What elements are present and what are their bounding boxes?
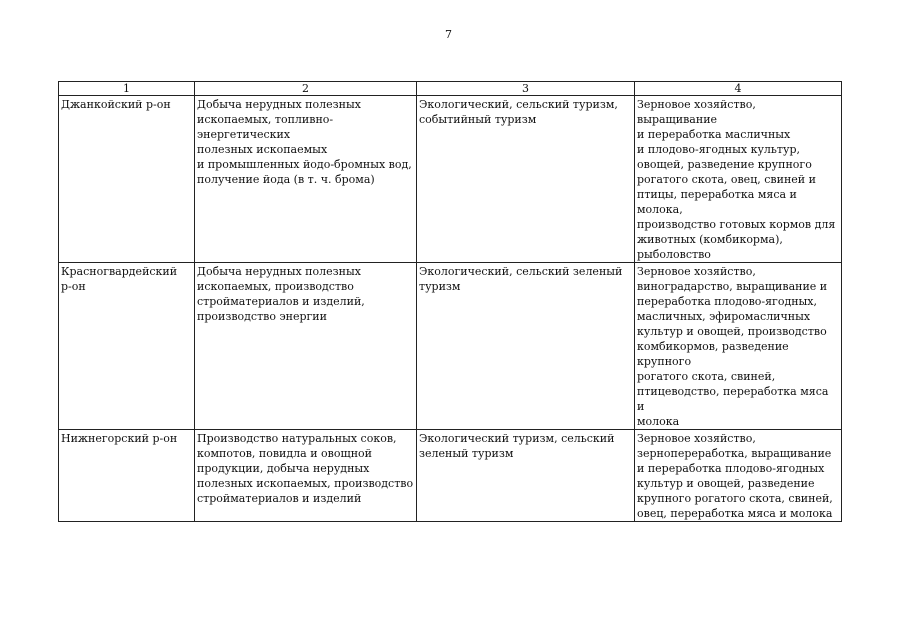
table-row [59,430,842,522]
tourism-cell: Экологический, сельский зеленый туризм [417,263,635,430]
industry-cell: Производство натуральных соков, компотов, повидла и овощной продукции, добыча нерудных полезных ископаемых, производство стройматериалов и изделий [195,430,417,522]
district-cell: Нижнегорский р-он [59,430,195,522]
district-cell: Джанкойский р-он [59,96,195,263]
district-table [58,81,842,522]
industry-cell: Добыча нерудных полезных ископаемых, топливно-энергетических полезных ископаемых и промышленных йодо-бромных вод, получение йода (в т. ч. брома) [195,96,417,263]
table-row [59,263,842,430]
tourism-cell: Экологический туризм, сельский зеленый туризм [417,430,635,522]
agriculture-cell: Зерновое хозяйство, выращивание и переработка масличных и плодово-ягодных культур, овощей, разведение крупного рогатого скота, овец, свиней и птицы, переработка мяса и молока, производство готовых кормов для животных (комбикорма), рыболовство [635,96,842,263]
column-header-4: 4 [635,82,842,96]
page-number: 7 [445,28,452,41]
agriculture-cell: Зерновое хозяйство, виноградарство, выращивание и переработка плодово-ягодных, масличных, эфиромасличных культур и овощей, производство комбикормов, разведение крупного рогатого скота, свиней, птицеводство, переработка мяса и молока [635,263,842,430]
agriculture-cell: Зерновое хозяйство, зернопереработка, выращивание и переработка плодово-ягодных культур и овощей, разведение крупного рогатого скота, свиней, овец, переработка мяса и молока [635,430,842,522]
column-header-1: 1 [59,82,195,96]
industry-cell: Добыча нерудных полезных ископаемых, производство стройматериалов и изделий, производство энергии [195,263,417,430]
column-header-3: 3 [417,82,635,96]
table-row [59,96,842,263]
tourism-cell: Экологический, сельский туризм, событийный туризм [417,96,635,263]
column-header-2: 2 [195,82,417,96]
table-header-row [59,82,842,96]
district-cell: Красногвардейский р-он [59,263,195,430]
